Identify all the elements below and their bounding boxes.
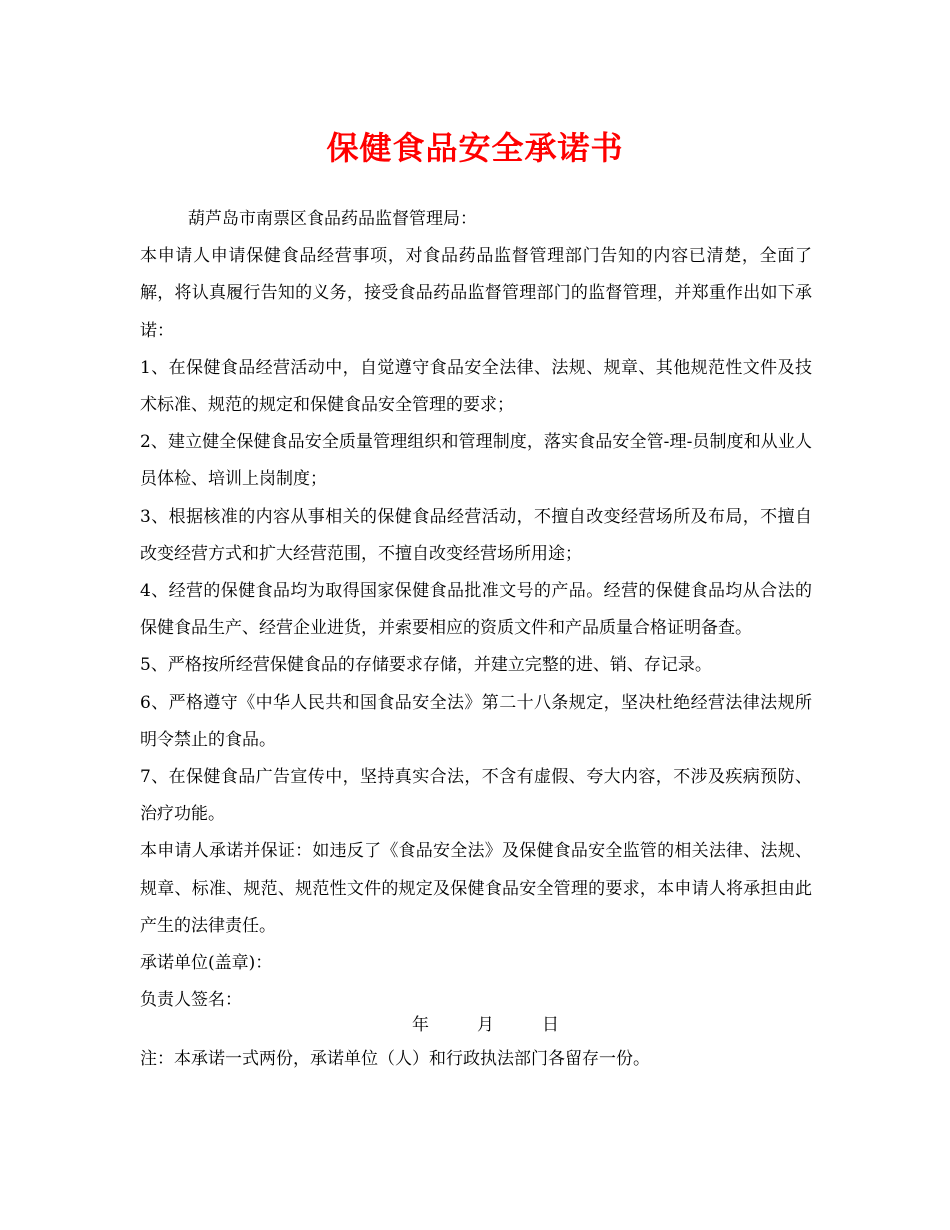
commitment-item-4: 4、经营的保健食品均为取得国家保健食品批准文号的产品。经营的保健食品均从合法的保健食品生产、经营企业进货，并索要相应的资质文件和产品质量合格证明备查。 bbox=[140, 581, 812, 639]
document-body bbox=[140, 201, 812, 1019]
commitment-item-1: 1、在保健食品经营活动中，自觉遵守食品安全法律、法规、规章、其他规范性文件及技术标准、规范的规定和保健食品安全管理的要求； bbox=[140, 357, 812, 416]
date-line bbox=[412, 1010, 559, 1040]
date-day: 日 bbox=[542, 1015, 559, 1035]
commitment-item-5: 5、严格按所经营保健食品的存储要求存储，并建立完整的进、销、存记录。 bbox=[140, 655, 712, 676]
date-month: 月 bbox=[477, 1015, 494, 1035]
footnote: 注：本承诺一式两份，承诺单位（人）和行政执法部门各留存一份。 bbox=[140, 1049, 650, 1069]
commitment-item-2: 2、建立健全保健食品安全质量管理组织和管理制度，落实食品安全管-理-员制度和从业人员体检、培训上岗制度； bbox=[140, 432, 812, 490]
intro-paragraph: 本申请人申请保健食品经营事项，对食品药品监督管理部门告知的内容已清楚，全面了解，将认真履行告知的义务，接受食品药品监督管理部门的监督管理，并郑重作出如下承诺： bbox=[140, 246, 812, 341]
document-title: 保健食品安全承诺书 bbox=[326, 129, 624, 167]
salutation: 葫芦岛市南票区食品药品监督管理局： bbox=[188, 209, 477, 229]
seal-label: 承诺单位(盖章)： bbox=[140, 953, 273, 974]
date-year: 年 bbox=[412, 1015, 429, 1035]
signature-label: 负责人签名： bbox=[140, 990, 242, 1011]
commitment-item-7: 7、在保健食品广告宣传中，坚持真实合法，不含有虚假、夸大内容，不涉及疾病预防、治疗功能。 bbox=[140, 767, 812, 825]
commitment-item-3: 3、根据核准的内容从事相关的保健食品经营活动，不擅自改变经营场所及布局，不擅自改变经营方式和扩大经营范围，不擅自改变经营场所用途； bbox=[140, 506, 812, 564]
commitment-item-6: 6、严格遵守《中华人民共和国食品安全法》第二十八条规定，坚决杜绝经营法律法规所明令禁止的食品。 bbox=[140, 692, 812, 750]
guarantee-paragraph: 本申请人承诺并保证：如违反了《食品安全法》及保健食品安全监管的相关法律、法规、规章、标准、规范、规范性文件的规定及保健食品安全管理的要求，本申请人将承担由此产生的法律责任。 bbox=[140, 841, 812, 936]
